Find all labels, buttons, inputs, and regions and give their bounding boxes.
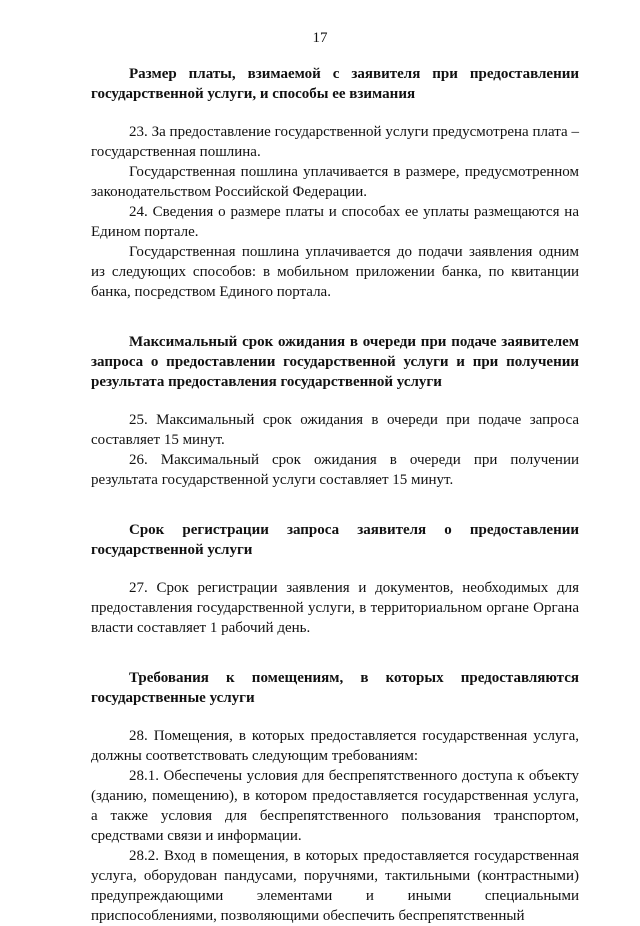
paragraph-28-1: 28.1. Обеспечены условия для беспрепятственного доступа к объекту (зданию, помещению), в котором предоставляется государственная услуга, а также условия для беспрепятственного пользования транспортом, средствами связи и информации.: [91, 768, 579, 844]
paragraph-28-2: 28.2. Вход в помещения, в которых предоставляется государственная услуга, оборудован пандусами, поручнями, тактильными (контрастными) предупреждающими элементами и иными специальными приспособлениями, позволяющими обеспечить беспрепятственный: [91, 848, 579, 924]
section-heading-fee: Размер платы, взимаемой с заявителя при предоставлении государственной услуги, и способы ее взимания: [91, 66, 579, 102]
document-body: [91, 64, 579, 926]
section-heading-registration: Срок регистрации запроса заявителя о предоставлении государственной услуги: [91, 522, 579, 558]
paragraph-27: 27. Срок регистрации заявления и документов, необходимых для предоставления государственной услуги, в территориальном органе Органа власти составляет 1 рабочий день.: [91, 580, 579, 636]
paragraph-24: 24. Сведения о размере платы и способах ее уплаты размещаются на Едином портале.: [91, 204, 579, 240]
section-heading-queue-time: Максимальный срок ожидания в очереди при подаче заявителем запроса о предоставлении государственной услуги и при получении результата предоставления государственной услуги: [91, 334, 579, 390]
paragraph-23: 23. За предоставление государственной услуги предусмотрена плата – государственная пошлина.: [91, 124, 579, 160]
paragraph-duty-payment: Государственная пошлина уплачивается до подачи заявления одним из следующих способов: в мобильном приложении банка, по квитанции банка, посредством Единого портала.: [91, 244, 579, 300]
paragraph-28: 28. Помещения, в которых предоставляется государственная услуга, должны соответствовать следующим требованиям:: [91, 728, 579, 764]
section-heading-premises: Требования к помещениям, в которых предоставляются государственные услуги: [91, 670, 579, 706]
page-number: 17: [312, 30, 328, 46]
paragraph-duty-amount: Государственная пошлина уплачивается в размере, предусмотренном законодательством Российской Федерации.: [91, 164, 579, 200]
paragraph-25: 25. Максимальный срок ожидания в очереди при подаче запроса составляет 15 минут.: [91, 412, 579, 448]
paragraph-26: 26. Максимальный срок ожидания в очереди при получении результата государственной услуги составляет 15 минут.: [91, 452, 579, 488]
